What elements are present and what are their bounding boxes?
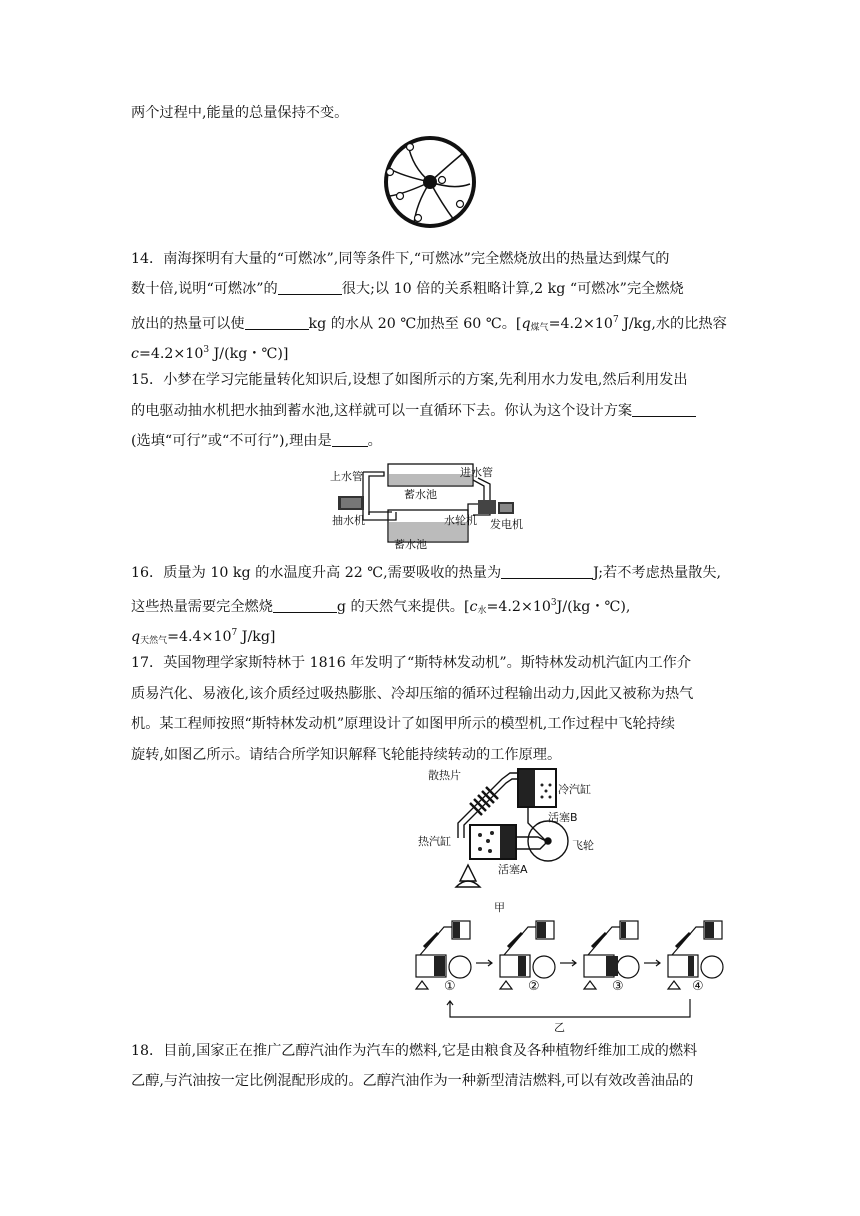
q14-line-2: 数十倍,说明“可燃冰”的 很大;以 10 倍的关系粗略计算,2 kg “可燃冰”完全燃烧 [131, 281, 684, 297]
flywheel-label: 飞轮 [572, 839, 594, 852]
q15-line-1: 15．小梦在学习完能量转化知识后,设想了如图所示的方案,先利用水力发电,然后利用发出 [131, 372, 688, 388]
q15-line-2: 的电驱动抽水机把水抽到蓄水池,这样就可以一直循环下去。你认为这个设计方案 [131, 401, 696, 421]
q16-blank-1[interactable] [501, 564, 593, 579]
q15-blank-1[interactable] [632, 402, 696, 417]
q16-line-1: 16．质量为 10 kg 的水温度升高 22 ℃,需要吸收的热量为 J;若不考虑热量散失, [131, 565, 722, 581]
q14-blank-1[interactable] [278, 280, 342, 295]
upper-pool-label: 蓄水池 [404, 488, 437, 501]
q14-line-1: 14．南海探明有大量的“可燃冰”,同等条件下,“可燃冰”完全燃烧放出的热量达到煤气的 [131, 251, 670, 267]
q17-line-1: 17．英国物理学家斯特林于 1816 年发明了“斯特林发动机”。斯特林发动机汽缸内工作介 [131, 655, 692, 671]
q16-blank-2[interactable] [273, 598, 337, 613]
piston-b-label: 活塞B [548, 811, 578, 824]
q15-blank-2[interactable] [332, 432, 368, 447]
q15-line-3: (选填“可行”或“不可行”),理由是 。 [131, 433, 382, 449]
step-2-label: ② [528, 979, 540, 994]
cold-cylinder-label: 冷汽缸 [558, 783, 591, 796]
figure-yi-label: 乙 [554, 1021, 565, 1034]
stirling-cycle-figure [408, 915, 738, 1033]
lower-pool-label: 蓄水池 [394, 538, 427, 551]
hydro-figure [318, 460, 538, 555]
q14-line-4: $c=4.2\times 10^3$ J/(kg・℃)] [131, 345, 289, 362]
figure-jia-label: 甲 [494, 901, 505, 914]
q16-line-3: $q_{天然气}=4.4\times 10^7$ J/kg] [131, 628, 276, 646]
step-1-label: ① [444, 979, 456, 994]
q17-line-2: 质易汽化、易液化,该介质经过吸热膨胀、冷却压缩的循环过程输出动力,因此又被称为热气 [131, 686, 694, 702]
top-pipe-label: 上水管 [330, 470, 363, 483]
q16-line-2: 这些热量需要完全燃烧 g 的天然气来提供。[$c_水=4.2\times 10^3J/(kg$・℃), [131, 598, 631, 616]
q18-line-1: 18．目前,国家正在推广乙醇汽油作为汽车的燃料,它是由粮食及各种植物纤维加工成的燃料 [131, 1043, 698, 1059]
q17-line-3: 机。某工程师按照“斯特林发动机”原理设计了如图甲所示的模型机,工作过程中飞轮持续 [131, 716, 675, 732]
q14-line-3: 放出的热量可以使 kg 的水从 20 ℃加热至 60 ℃。[$q_{煤气}=4.2\times 10^7$ J/kg,水的比热容 [131, 315, 727, 333]
turbine-label: 水轮机 [444, 514, 477, 527]
q17-line-4: 旋转,如图乙所示。请结合所学知识解释飞轮能持续转动的工作原理。 [131, 747, 562, 763]
step-3-label: ③ [612, 979, 624, 994]
intro-text: 两个过程中,能量的总量保持不变。 [131, 105, 349, 121]
pump-label: 抽水机 [332, 514, 365, 527]
stirling-engine-figure [410, 763, 610, 898]
piston-a-label: 活塞A [498, 863, 528, 876]
hot-cylinder-label: 热汽缸 [418, 835, 451, 848]
in-pipe-label: 进水管 [460, 466, 493, 479]
generator-label: 发电机 [490, 518, 523, 531]
q18-line-2: 乙醇,与汽油按一定比例混配形成的。乙醇汽油作为一种新型清洁燃料,可以有效改善油品的 [131, 1073, 694, 1089]
radiator-label: 散热片 [428, 769, 461, 782]
wheel-figure [372, 132, 492, 232]
step-4-label: ④ [692, 979, 704, 994]
q14-blank-2[interactable] [245, 315, 309, 330]
